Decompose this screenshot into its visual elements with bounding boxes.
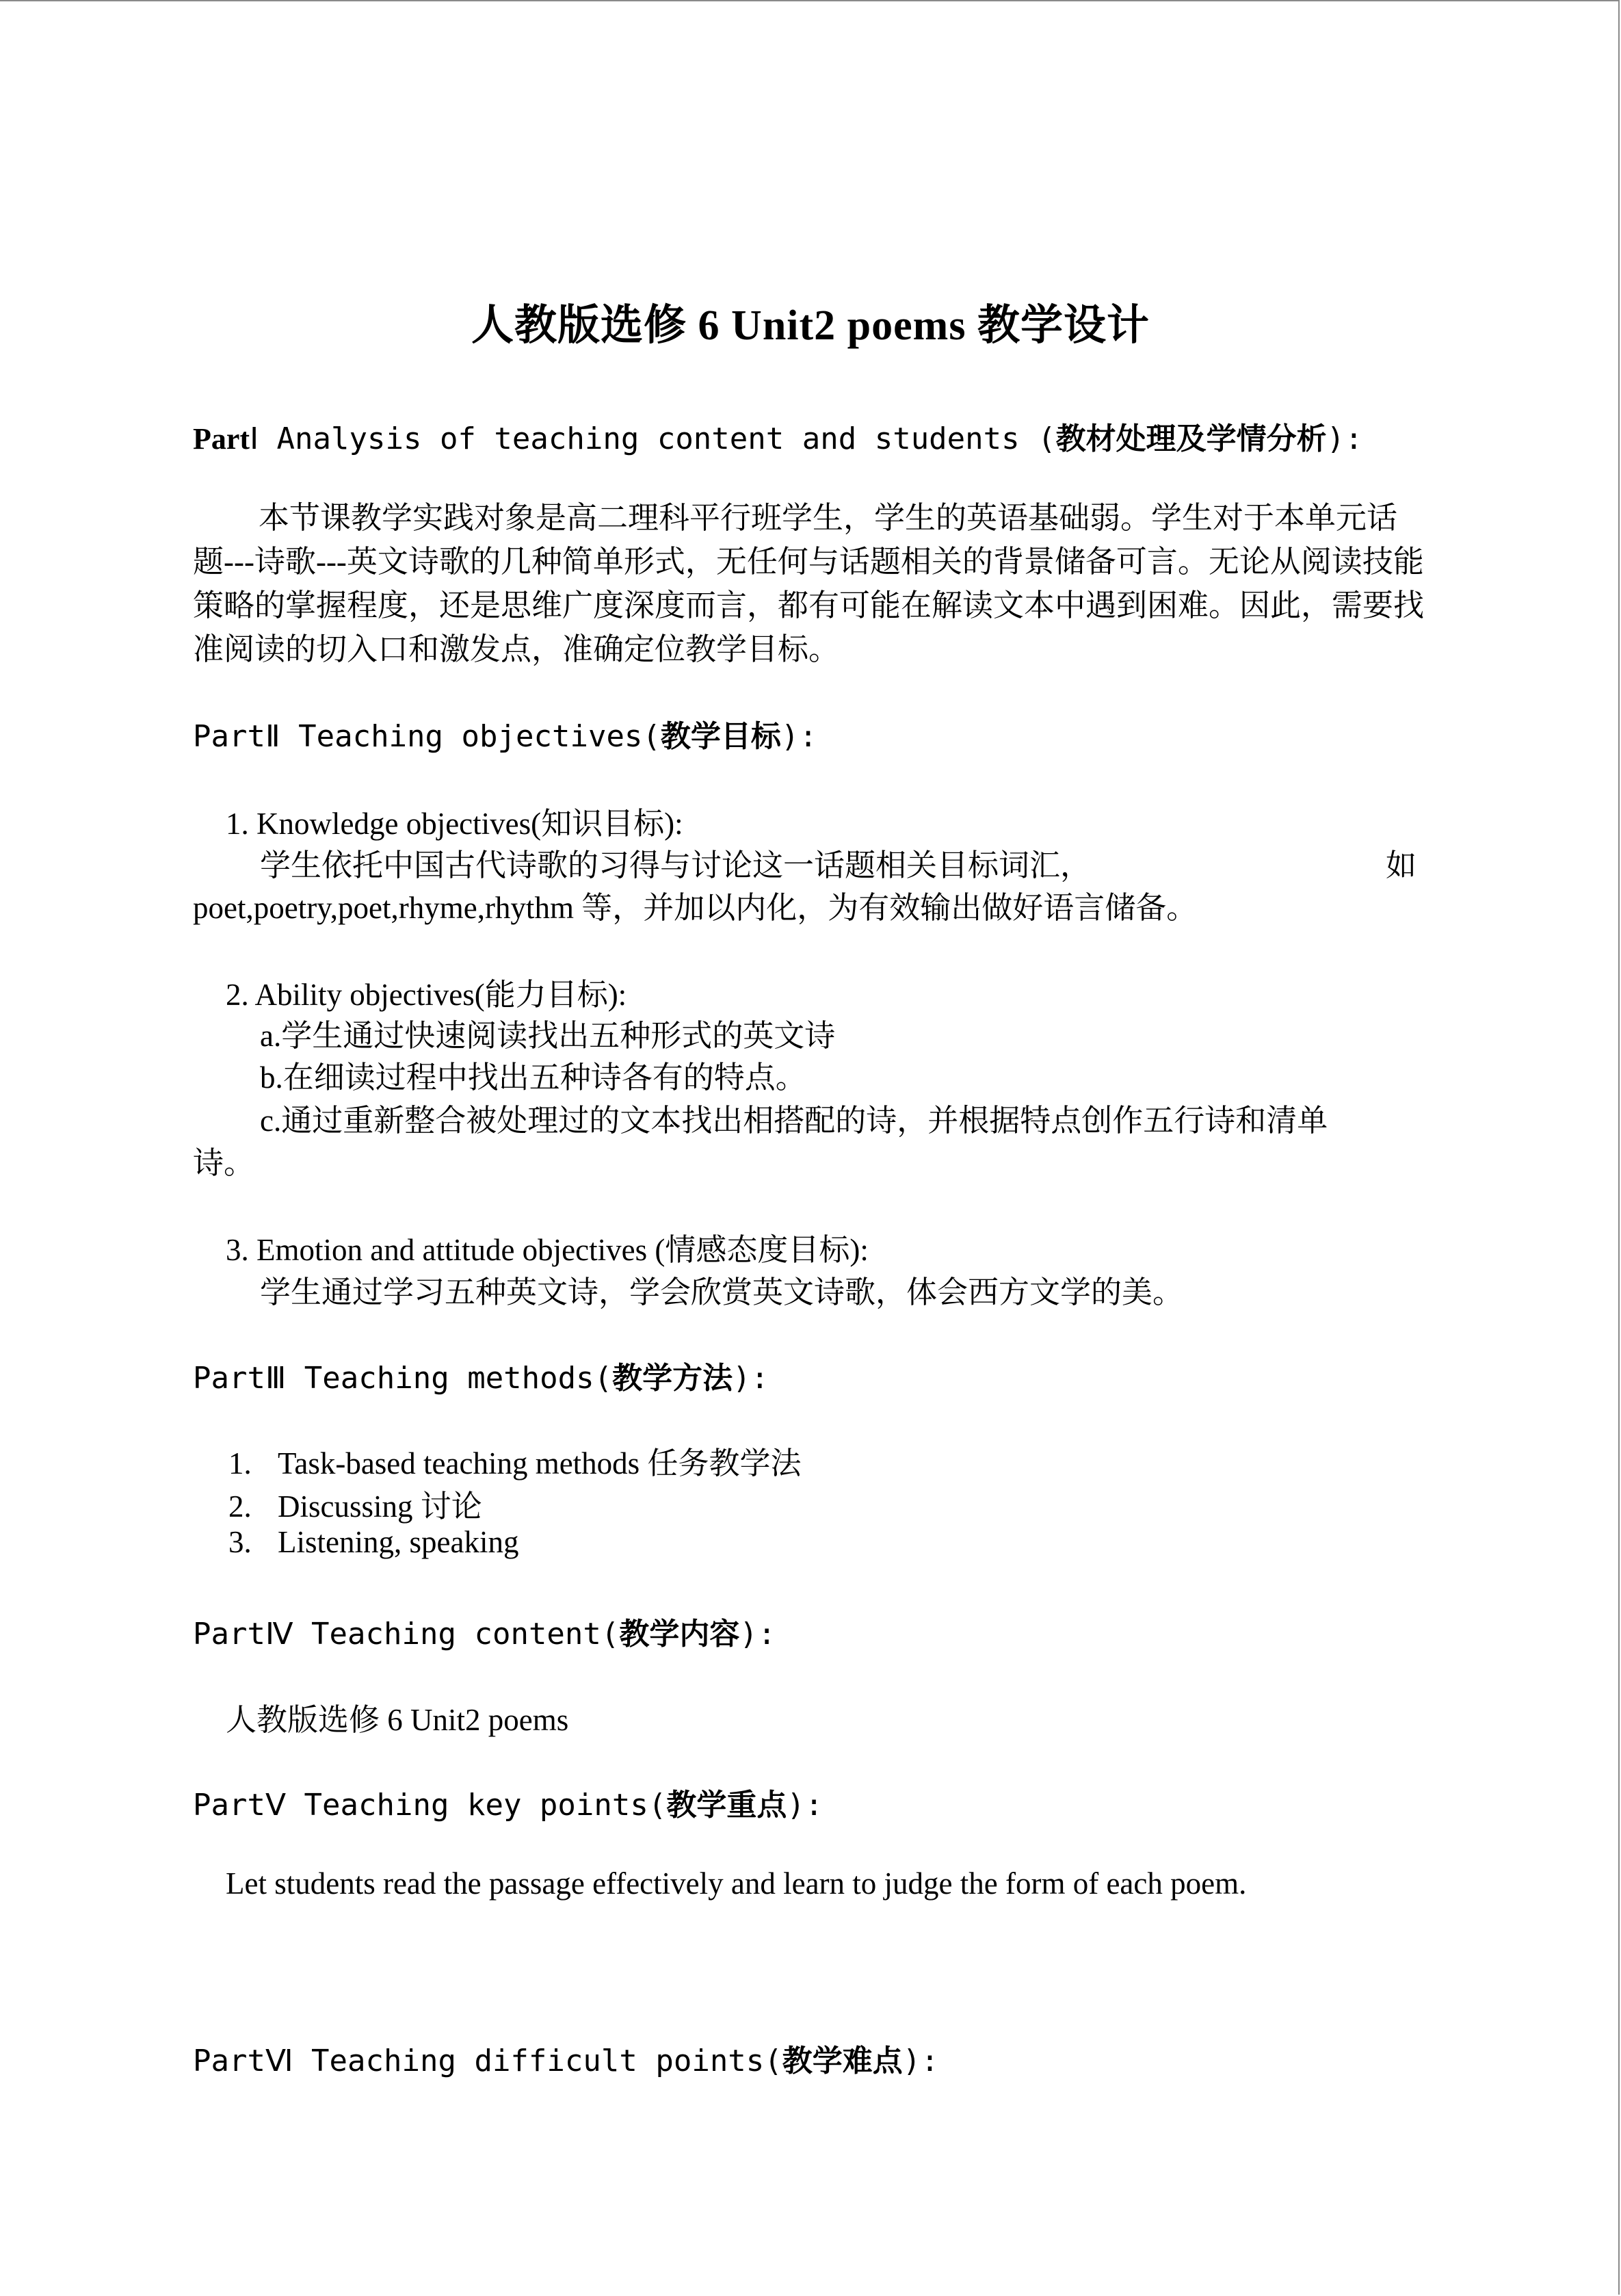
method-text: Discussing 讨论 xyxy=(278,1489,482,1524)
ability-objectives-title: 2. Ability objectives(能力目标): xyxy=(226,978,627,1012)
emotion-objectives-text: 学生通过学习五种英文诗，学会欣赏英文诗歌，体会西方文学的美。 xyxy=(260,1275,1184,1309)
ability-objective-a: a.学生通过快速阅读找出五种形式的英文诗 xyxy=(260,1019,836,1053)
method-text: Task-based teaching methods 任务教学法 xyxy=(278,1446,802,1480)
method-item xyxy=(228,1438,801,1483)
knowledge-objectives-title: 1. Knowledge objectives(知识目标): xyxy=(226,807,683,841)
part5-heading xyxy=(193,1780,823,1824)
part1-heading-cn: 教材处理及学情分析 xyxy=(1055,421,1327,456)
part1-heading-tail: ): xyxy=(1326,421,1363,456)
part6-heading-tail: ): xyxy=(902,2044,939,2078)
part3-heading-text: PartⅢ Teaching methods( xyxy=(193,1361,613,1396)
knowledge-objectives-line2: poet,poetry,poet,rhyme,rhythm 等，并加以内化，为有效输出做好语言储备。 xyxy=(193,891,1198,925)
part6-heading-text: PartⅥ Teaching difficult points( xyxy=(193,2044,782,2078)
part5-heading-cn: 教学重点 xyxy=(666,1788,787,1823)
document-title: 人教版选修 6 Unit2 poems 教学设计 xyxy=(471,302,1150,349)
part6-heading-cn: 教学难点 xyxy=(782,2044,903,2078)
part4-heading-text: PartⅣ Teaching content( xyxy=(193,1617,620,1652)
part6-heading xyxy=(193,2036,939,2080)
part5-heading-text: PartⅤ Teaching key points( xyxy=(193,1788,667,1823)
part1-heading-text: Ⅰ Analysis of teaching content and students ( xyxy=(250,421,1056,456)
key-points-text: Let students read the passage effectively and learn to judge the form of each poem. xyxy=(226,1866,1247,1901)
part2-heading-cn: 教学目标 xyxy=(660,719,781,754)
part2-heading xyxy=(193,712,817,755)
part3-heading-cn: 教学方法 xyxy=(612,1361,733,1396)
method-number: 3. xyxy=(228,1525,252,1559)
method-text: Listening, speaking xyxy=(278,1525,519,1559)
part3-heading xyxy=(193,1353,769,1397)
part2-heading-tail: ): xyxy=(780,719,817,754)
knowledge-objectives-line1-end: 如 xyxy=(1386,848,1417,883)
part3-heading-tail: ): xyxy=(733,1361,769,1396)
method-number: 1. xyxy=(228,1446,252,1480)
teaching-content-text: 人教版选修 6 Unit2 poems xyxy=(226,1703,569,1737)
ability-objective-c-cont: 诗。 xyxy=(193,1146,255,1180)
part4-heading-tail: ): xyxy=(739,1617,776,1652)
knowledge-objectives-line1: 学生依托中国古代诗歌的习得与讨论这一话题相关目标词汇， xyxy=(260,848,1092,883)
method-item xyxy=(228,1524,518,1560)
part4-heading xyxy=(193,1609,776,1653)
method-number: 2. xyxy=(228,1489,252,1524)
part5-heading-tail: ): xyxy=(787,1788,823,1823)
method-item xyxy=(228,1481,482,1526)
ability-objective-b: b.在细读过程中找出五种诗各有的特点。 xyxy=(260,1060,806,1095)
part2-heading-text: PartⅡ Teaching objectives( xyxy=(193,719,661,754)
part4-heading-cn: 教学内容 xyxy=(619,1617,740,1652)
part1-paragraph: 本节课教学实践对象是高二理科平行班学生，学生的英语基础弱。学生对于本单元话题---诗歌---英文诗歌的几种简单形式，无任何与话题相关的背景储备可言。无论从阅读技能策略的掌握程度，还是思维广度深度而言，都有可能在解读文本中遇到困难。因此，需要找准阅读的切入口和激发点，准确定位教学目标。 xyxy=(193,501,1425,666)
emotion-objectives-title: 3. Emotion and attitude objectives (情感态度目标): xyxy=(226,1233,869,1267)
part1-heading-lead: Part xyxy=(193,422,250,456)
part1-heading xyxy=(193,414,1363,458)
ability-objective-c: c.通过重新整合被处理过的文本找出相搭配的诗，并根据特点创作五行诗和清单 xyxy=(260,1104,1328,1138)
